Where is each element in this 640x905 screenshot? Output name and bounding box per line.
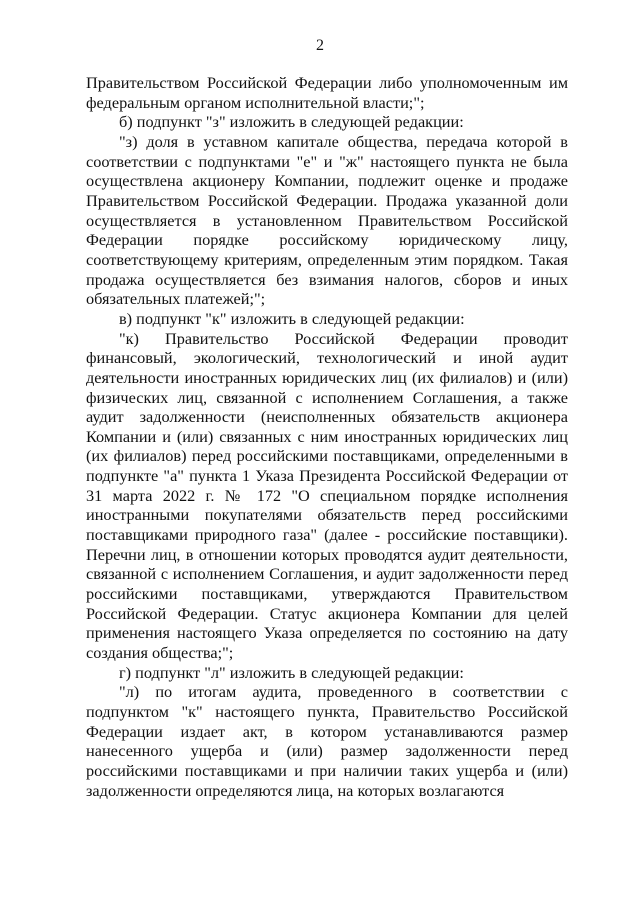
paragraph-clause-l: "л) по итогам аудита, проведенного в соответствии с подпунктом "к" настоящего пункта, Правительство Российской Федерации издает акт, в котором устанавливаются размер нанесенного ущерба и (или) размер задолженности перед российскими поставщиками и при наличии таких ущерба и (или) задолженности определяются лица, на которых возлагаются [86,682,568,800]
paragraph-subitem-g: г) подпункт "л" изложить в следующей редакции: [119,662,464,682]
page-number: 2 [316,37,324,54]
paragraph-clause-z: "з) доля в уставном капитале общества, передача которой в соответствии с подпунктами "е" и "ж" настоящего пункта не была осуществлена акционеру Компании, подлежит оценке и продаже Правительством Российской Федерации. Продажа указанной доли осуществляется в установленном Правительством Российской Федерации порядке российскому юридическому лицу, соответствующему критериям, определенным этим порядком. Такая продажа осуществляется без взимания налогов, сборов и иных обязательных платежей;"; [86,131,568,309]
paragraph-subitem-b: б) подпункт "з" изложить в следующей редакции: [119,112,464,132]
paragraph-subitem-v: в) подпункт "к" изложить в следующей редакции: [119,308,465,328]
paragraph-continuation: Правительством Российской Федерации либо уполномоченным им федеральным органом исполнительной власти;"; [86,73,568,112]
paragraph-clause-k: "к) Правительство Российской Федерации проводит финансовый, экологический, технологический и иной аудит деятельности иностранных юридических лиц (их филиалов) и (или) физических лиц, связанной с исполнением Соглашения, а также аудит задолженности (неисполненных обязательств акционера Компании и (или) связанных с ним иностранных юридических лиц (их филиалов) перед российскими поставщиками, определенными в подпункте "а" пункта 1 Указа Президента Российской Федерации от 31 марта 2022 г. № 172 "О специальном порядке исполнения иностранными покупателями обязательств перед российскими поставщиками природного газа" (далее - российские поставщики). Перечни лиц, в отношении которых проводятся аудит деятельности, связанной с исполнением Соглашения, и аудит задолженности перед российскими поставщиками, утверждаются Правительством Российской Федерации. Статус акционера Компании для целей применения настоящего Указа определяется по состоянию на дату создания общества;"; [86,328,568,663]
document-body [86,73,568,800]
